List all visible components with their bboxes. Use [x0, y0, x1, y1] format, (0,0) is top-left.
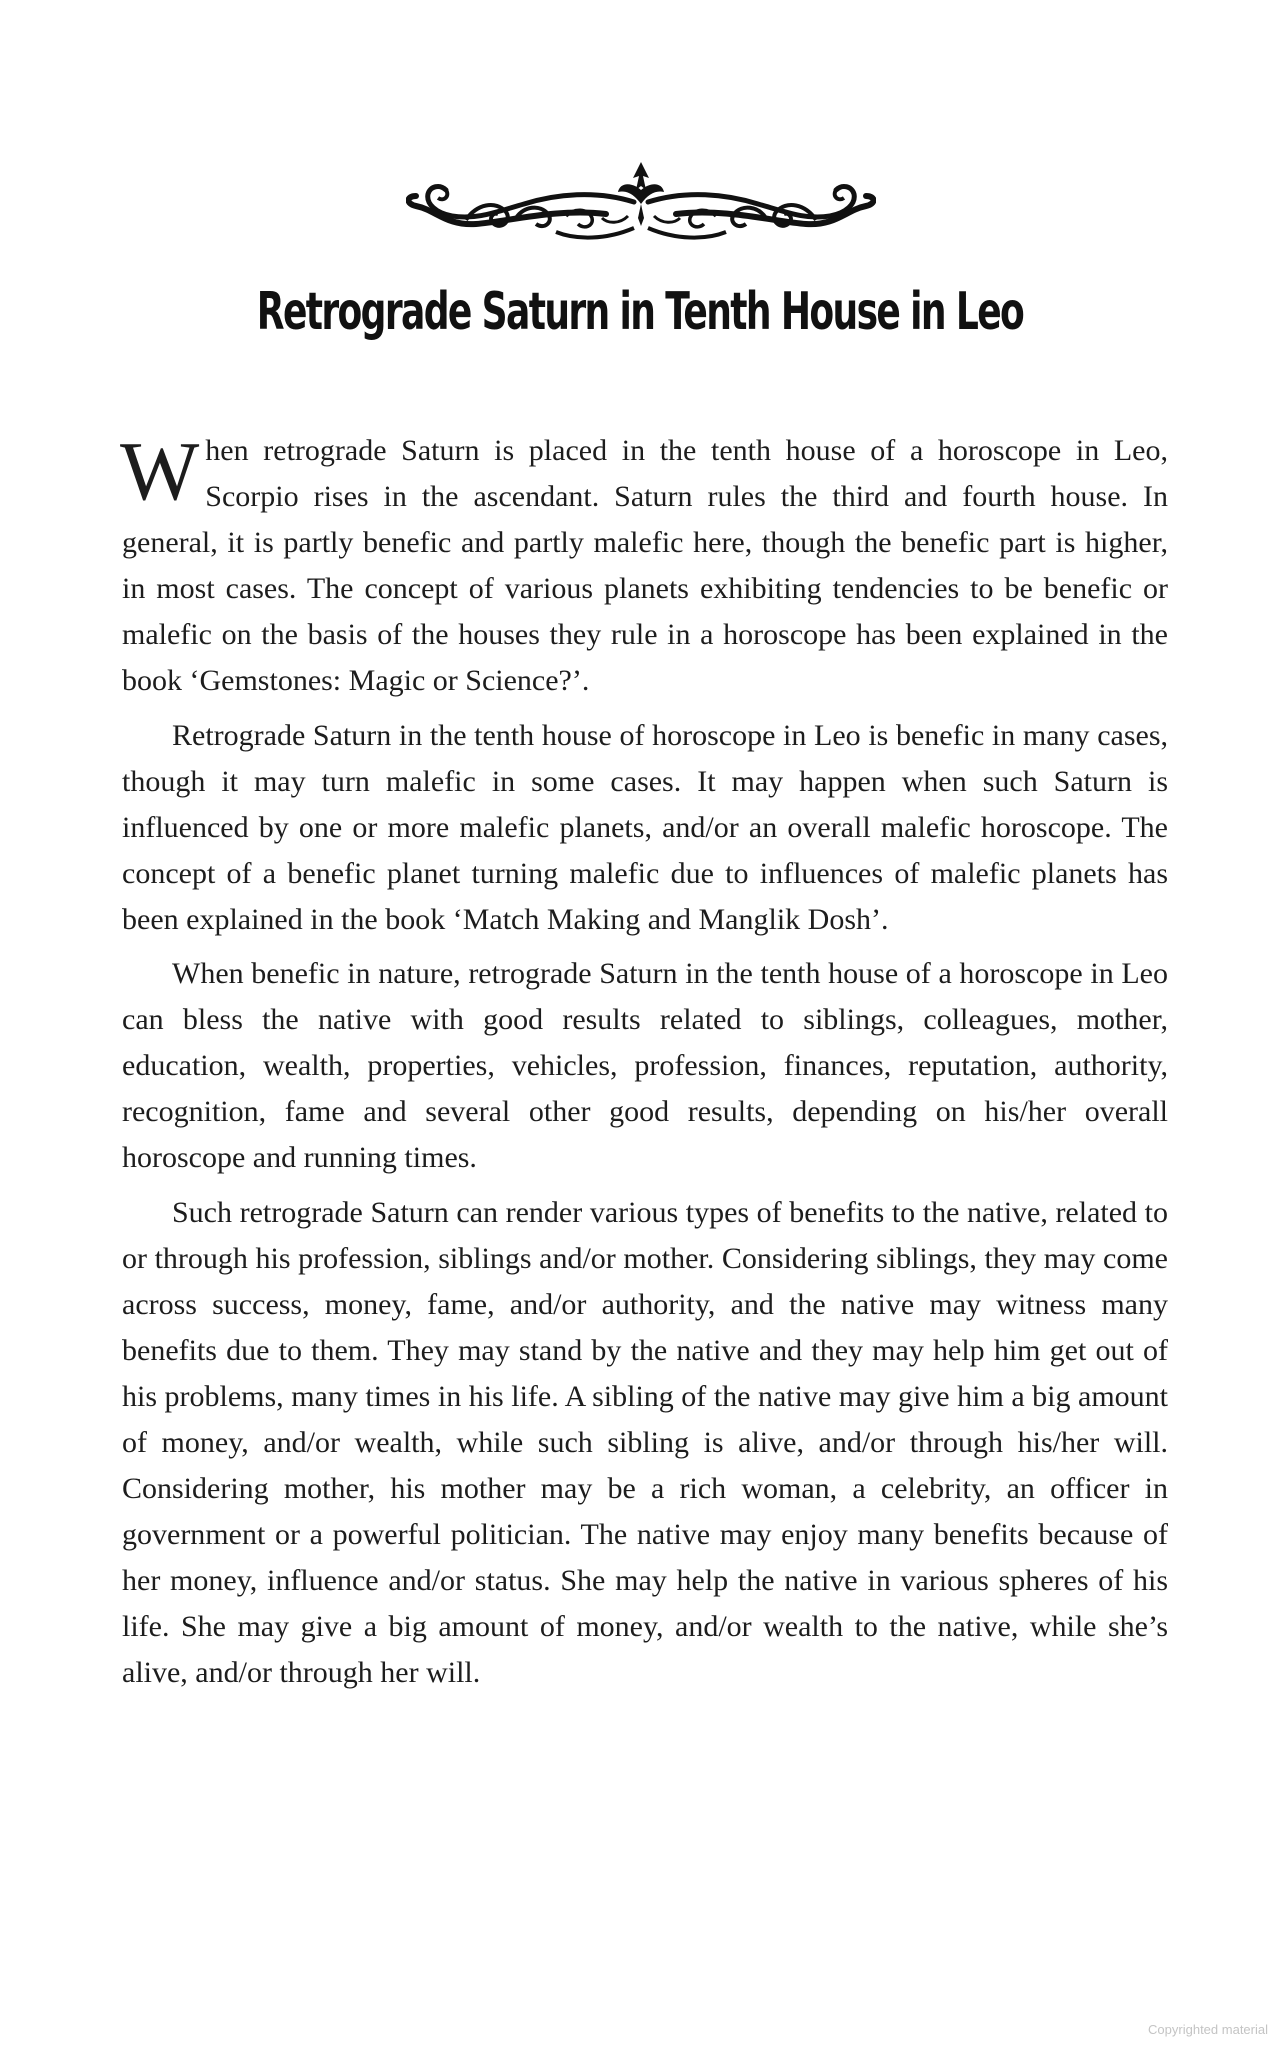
chapter-title: Retrograde Saturn in Tenth House in Leo	[256, 282, 1024, 343]
paragraph-4: Such retrograde Saturn can render various types of benefits to the native, related to or through his profession, siblings and/or mother. Considering siblings, they may come across success, money, fame, and/or authority, and the native may witness many benefits due to them. They may stand by the native and they may help him get out of his problems, many times in his life. A sibling of the native may give him a big amount of money, and/or wealth, while such sibling is alive, and/or through his/her will. Considering mother, his mother may be a rich woman, a celebrity, an officer in government or a powerful politician. The native may enjoy many benefits because of her money, influence and/or status. She may help the native in various spheres of his life. She may give a big amount of money, and/or wealth to the native, while she’s alive, and/or through her will.	[122, 1195, 1168, 1690]
paragraph-1	[120, 425, 1168, 705]
chapter-body	[120, 425, 1168, 1705]
paragraph-1-text: hen retrograde Saturn is placed in the tenth house of a horoscope in Leo, Scorpio rises in the ascendant. Saturn rules the third and fourth house. In general, it is partly benefic and partly malefic here, though the benefic part is higher, in most cases. The concept of various planets exhibiting tendencies to be benefic or malefic on the basis of the houses they rule in a horoscope has been explained in the book ‘Gemstones: Magic or Science?’.	[122, 434, 1168, 698]
decorative-scroll-ornament-icon	[406, 160, 876, 260]
paragraph-2: Retrograde Saturn in the tenth house of horoscope in Leo is benefic in many cases, though it may turn malefic in some cases. It may happen when such Saturn is influenced by one or more malefic planets, and/or an overall malefic horoscope. The concept of a benefic planet turning malefic due to influences of malefic planets has been explained in the book ‘Match Making and Manglik Dosh’.	[122, 718, 1168, 936]
copyright-watermark: Copyrighted material	[1148, 2022, 1268, 2037]
paragraph-3: When benefic in nature, retrograde Saturn in the tenth house of a horoscope in Leo can bless the native with good results related to siblings, colleagues, mother, education, wealth, properties, vehicles, profession, finances, reputation, authority, recognition, fame and several other good results, depending on his/her overall horoscope and running times.	[122, 957, 1168, 1175]
drop-cap: W	[120, 425, 200, 518]
